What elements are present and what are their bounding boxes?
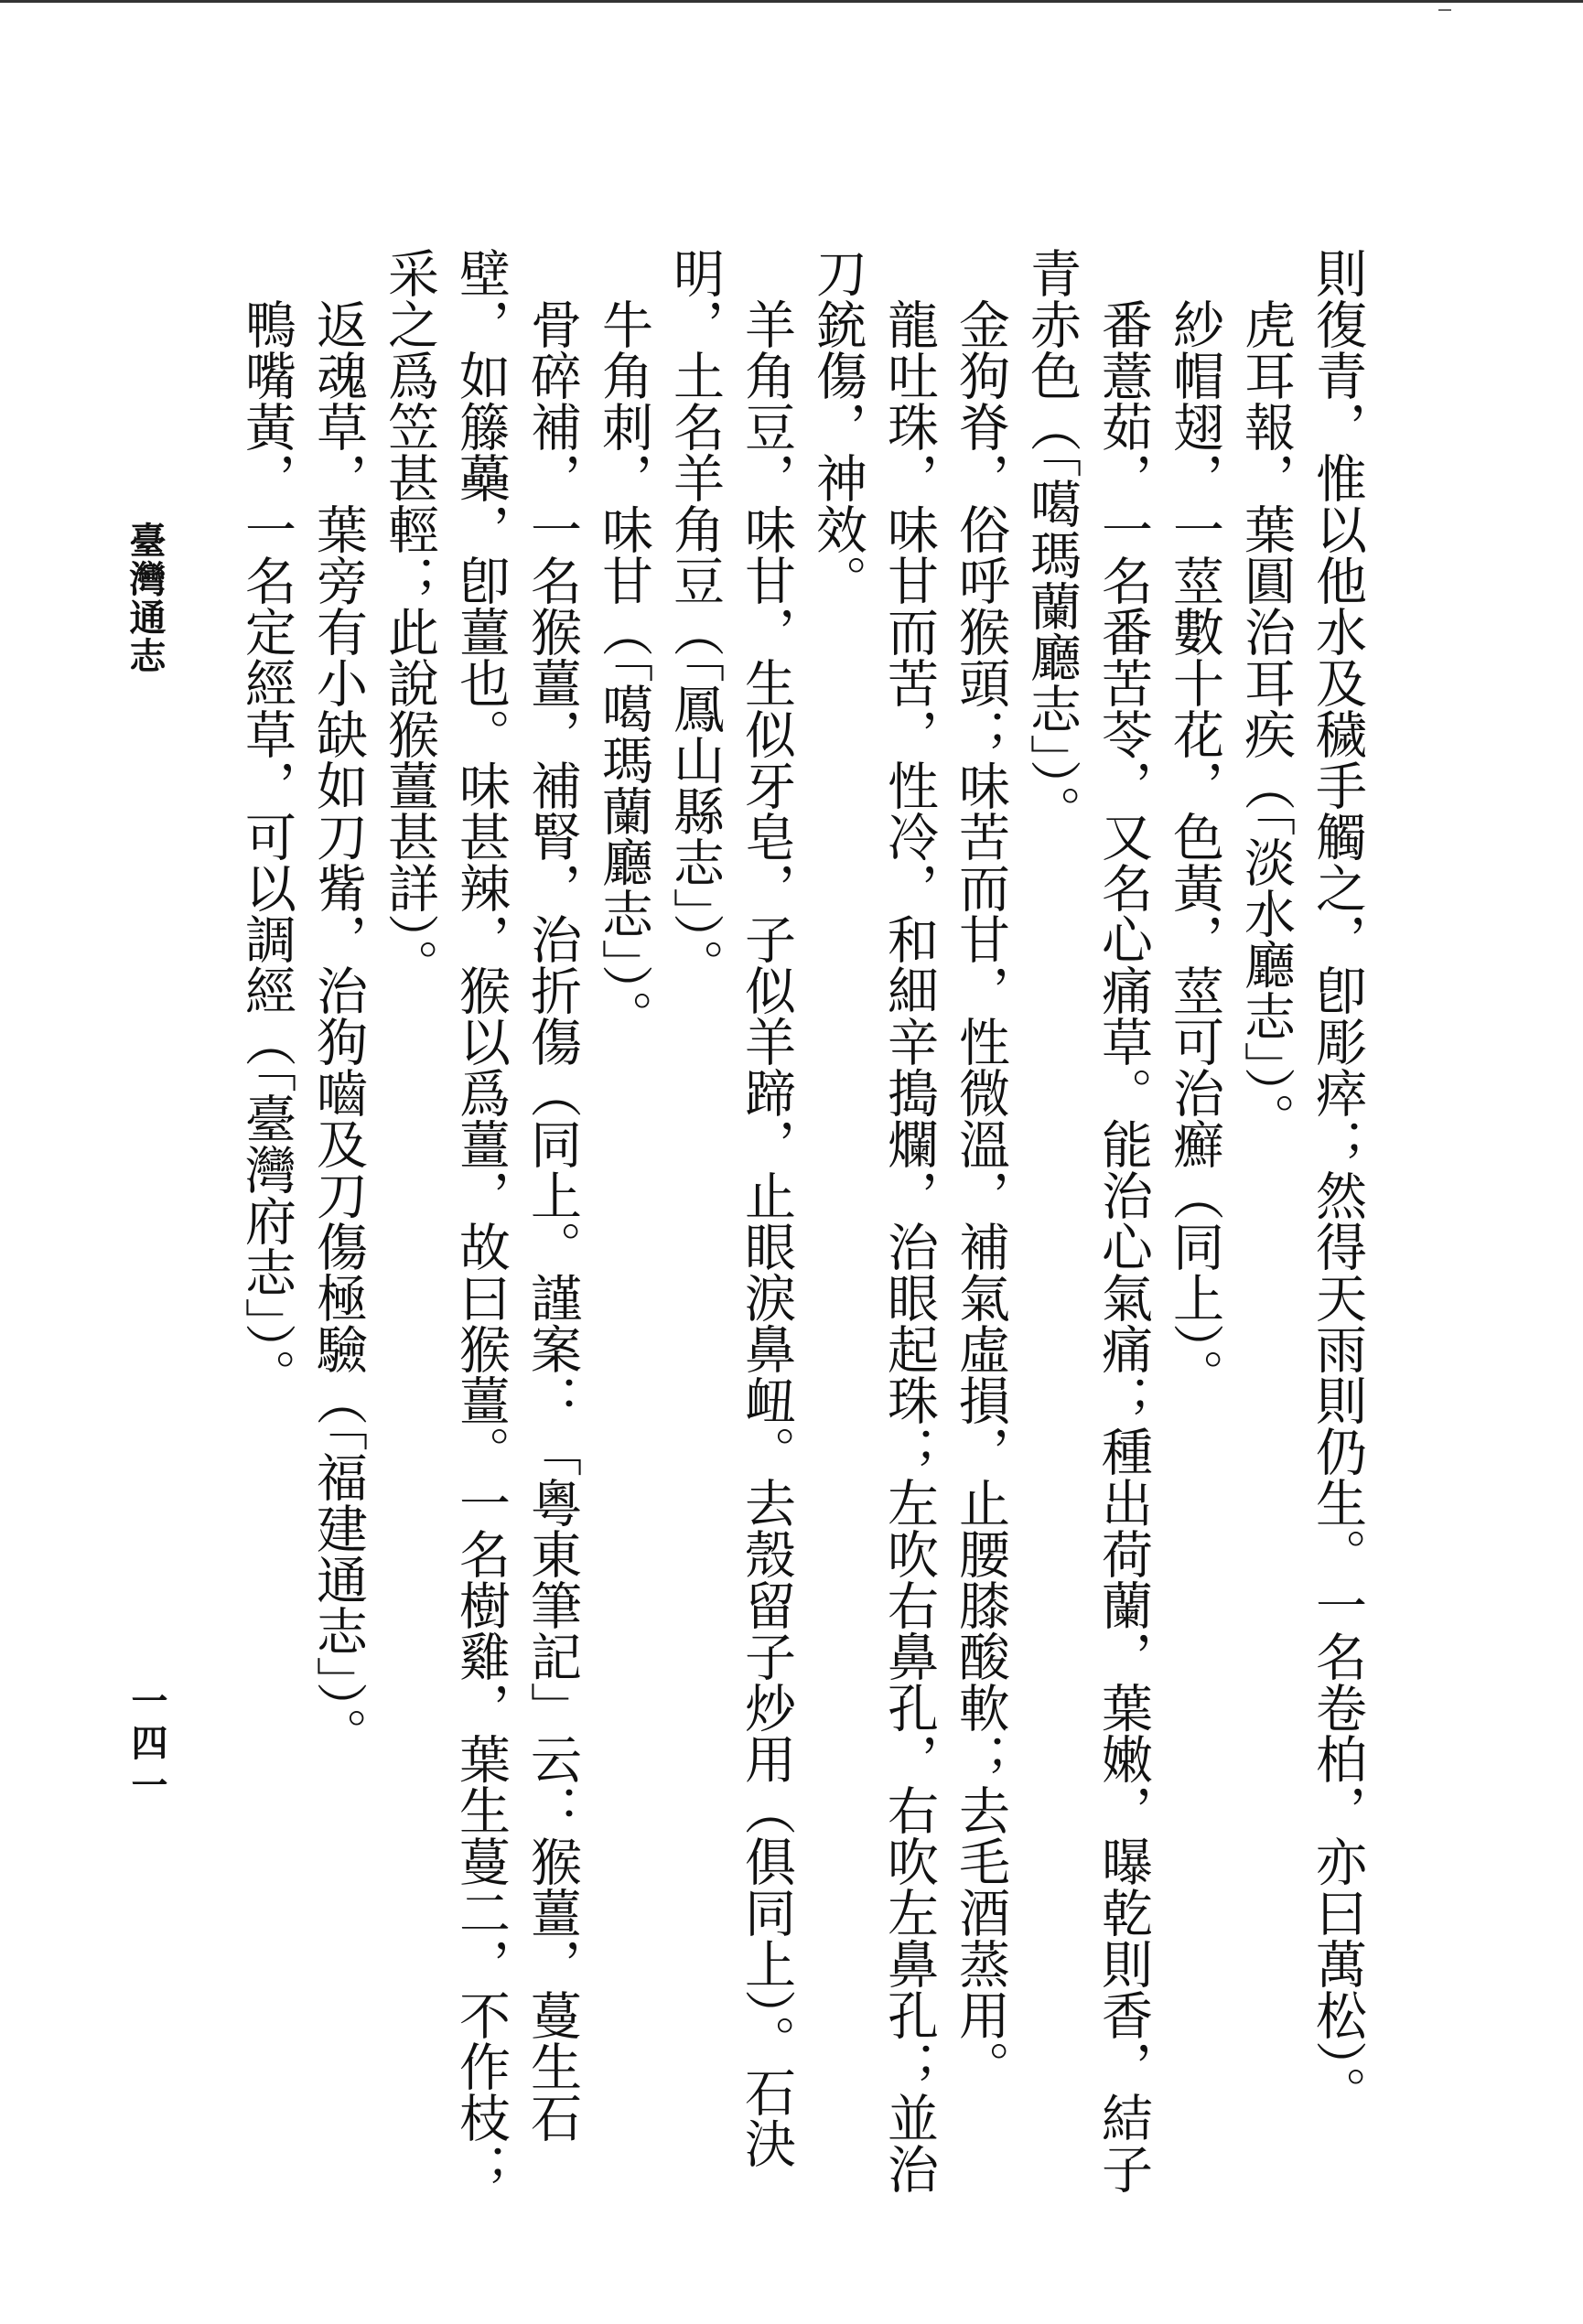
paragraph-gusui-bu: 骨碎補，一名猴薑，補腎，治折傷（同上。謹案：「粵東筆記」云：猴薑，蔓生石壁，如籐蘽，卽薑也。味甚辣，猴以爲薑，故曰猴薑。一名樹雞，葉生蔓二，不作枝；采之爲笠甚輕；此說猴薑甚詳）。 <box>380 247 582 2194</box>
paragraph-continuation: 則復青，惟以他水及穢手觸之，卽彫瘁；然得天雨則仍生。一名卷柏，亦曰萬松）。 <box>1308 247 1367 2117</box>
body-text <box>183 247 1373 2214</box>
paragraph-yazui-huang: 鴨嘴黃，一名定經草，可以調經（「臺灣府志」）。 <box>237 298 296 1400</box>
paragraph-jingou-ji: 金狗脊，俗呼猴頭；味苦而甘，性微溫，補氣虛損，止腰膝酸軟；去毛酒蒸用。 <box>951 298 1010 2092</box>
paragraph-yangjiao-dou: 羊角豆，味甘，生似牙皂，子似羊蹄，止眼淚鼻衄。去殼留子炒用（俱同上）。石決明，土名羊角豆（「鳳山縣志」）。 <box>665 247 796 2168</box>
paragraph-fan-yiru: 番薏茹，一名番苦苓，又名心痛草。能治心氣痛；種出荷蘭，葉嫩，曝乾則香，結子青赤色（「噶瑪蘭廳志」）。 <box>1022 247 1153 2194</box>
book-title: 臺灣通志 <box>124 522 166 675</box>
top-border-line <box>0 0 1583 3</box>
paragraph-shamao-chi: 紗帽翅，一莖數十花，色黃，莖可治癬（同上）。 <box>1165 298 1224 1400</box>
paragraph-huer-bao: 虎耳報，葉圓治耳疾（「淡水廳志」）。 <box>1236 298 1296 1144</box>
page-number: 一四一 <box>125 1682 167 1808</box>
paragraph-fanhun-cao: 返魂草，葉旁有小缺如刀觜，治狗嚙及刀傷極驗（「福建通志」）。 <box>308 298 368 1759</box>
top-scan-mark <box>1438 9 1451 11</box>
paragraph-long-tuzhu: 龍吐珠，味甘而苦，性冷，和細辛搗爛，治眼起珠；左吹右鼻孔，右吹左鼻孔；並治刀銃傷，神效。 <box>808 247 939 2194</box>
paragraph-niujiao-ci: 牛角刺，味甘（「噶瑪蘭廳志」）。 <box>594 298 653 1041</box>
